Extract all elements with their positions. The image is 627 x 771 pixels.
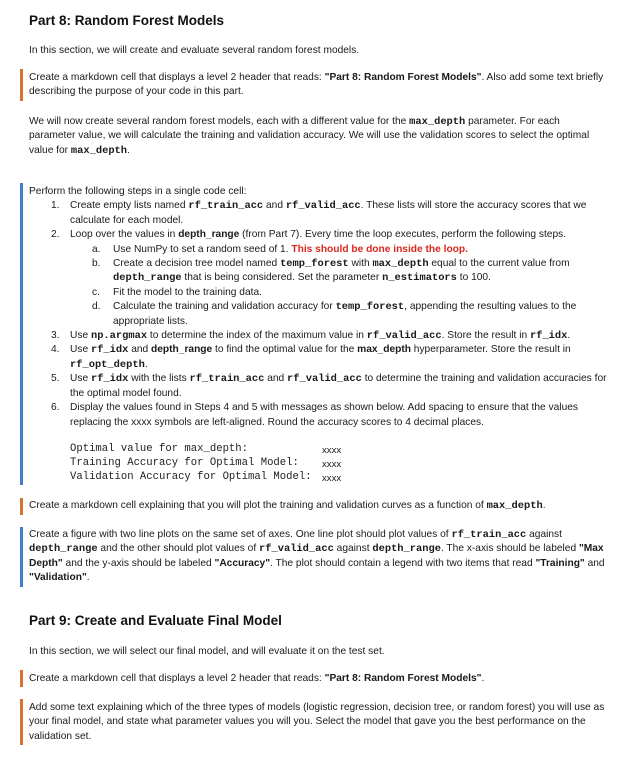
part9-markdown-instruction: Create a markdown cell that displays a level 2 header that reads: "Part 8: Random Forest Models". [29,673,485,684]
output-value-1: xxxx [322,445,342,456]
step-2a: a. Use NumPy to set a random seed of 1. This should be done inside the loop. [92,243,468,255]
sample-output [70,443,370,485]
orange-margin-bar [20,498,23,515]
plot-figure-instruction: Create a figure with two line plots on the same set of axes. One line plot should plot values of rf_train_acc against depth_range and the other should plot values of rf_valid_acc against depth_range. The x-axis should be labeled "Max Depth" and the y-axis should be labeled "Accuracy". The plot should contain a legend with two items that read "Training" and "Validation". [29,529,605,584]
steps-list [29,199,607,430]
part8-title: Part 8: Random Forest Models [29,13,225,28]
orange-margin-bar [20,69,23,101]
output-line-1: Optimal value for max_depth: [70,443,249,455]
step-2d: d. Calculate the training and validation accuracy for temp_forest, appending the resulting values to the appropriate lists. [92,301,577,327]
step-2b: b. Create a decision tree model named temp_forest with max_depth equal to the current value from depth_range that is being considered. Set the parameter n_estimators to 100. [92,258,570,285]
steps-intro: Perform the following steps in a single code cell: [29,186,247,197]
step-2: 2. Loop over the values in depth_range (from Part 7). Every time the loop executes, perform the following steps. [51,229,567,241]
step-2c: c. Fit the model to the training data. [92,286,262,298]
output-line-2: Training Accuracy for Optimal Model: [70,457,299,469]
output-value-2: xxxx [322,459,342,470]
part9-title: Part 9: Create and Evaluate Final Model [29,613,282,628]
orange-margin-bar [20,699,23,745]
part8-plan-text: We will now create several random forest models, each with a different value for the max_depth parameter. For each parameter value, we will calculate the training and validation accuracy. We will use the validation scores to select the optimal value for max_depth. [29,116,590,157]
blue-margin-bar [20,527,23,587]
part9-final-model-instruction: Add some text explaining which of the three types of models (logistic regression, decision tree, or random forest) you will use as your final model, and state what parameter values you will you. Select the model that gave you the best performance on the validation set. [29,702,605,742]
plot-markdown-instruction: Create a markdown cell explaining that you will plot the training and validation curves as a function of max_depth. [29,500,546,512]
step-5: 5. Use rf_idx with the lists rf_train_acc and rf_valid_acc to determine the training and validation accuracies for the optimal model found. [51,373,607,399]
step-4: 4. Use rf_idx and depth_range to find the optimal value for the max_depth hyperparameter. Store the result in rf_opt_depth. [51,344,571,371]
part8-markdown-instruction: Create a markdown cell that displays a level 2 header that reads: "Part 8: Random Forest Models". Also add some text briefly describing the purpose of your code in this part. [29,72,604,98]
step-1: 1. Create empty lists named rf_train_acc and rf_valid_acc. These lists will store the accuracy scores that we calculate for each model. [51,200,587,226]
output-line-3: Validation Accuracy for Optimal Model: [70,471,312,483]
part8-intro: In this section, we will create and evaluate several random forest models. [29,45,360,56]
part9-intro: In this section, we will select our final model, and will evaluate it on the test set. [29,646,385,657]
step-6: 6. Display the values found in Steps 4 and 5 with messages as shown below. Add spacing to ensure that the values replacing the xxxx symbols are left-aligned. Round the accuracy scores to 4 decimal places. [51,402,578,428]
orange-margin-bar [20,670,23,687]
output-value-3: xxxx [322,473,342,484]
blue-margin-bar [20,183,23,485]
steps-block [29,185,607,430]
step-3: 3. Use np.argmax to determine the index of the maximum value in rf_valid_acc. Store the result in rf_idx. [51,330,571,343]
